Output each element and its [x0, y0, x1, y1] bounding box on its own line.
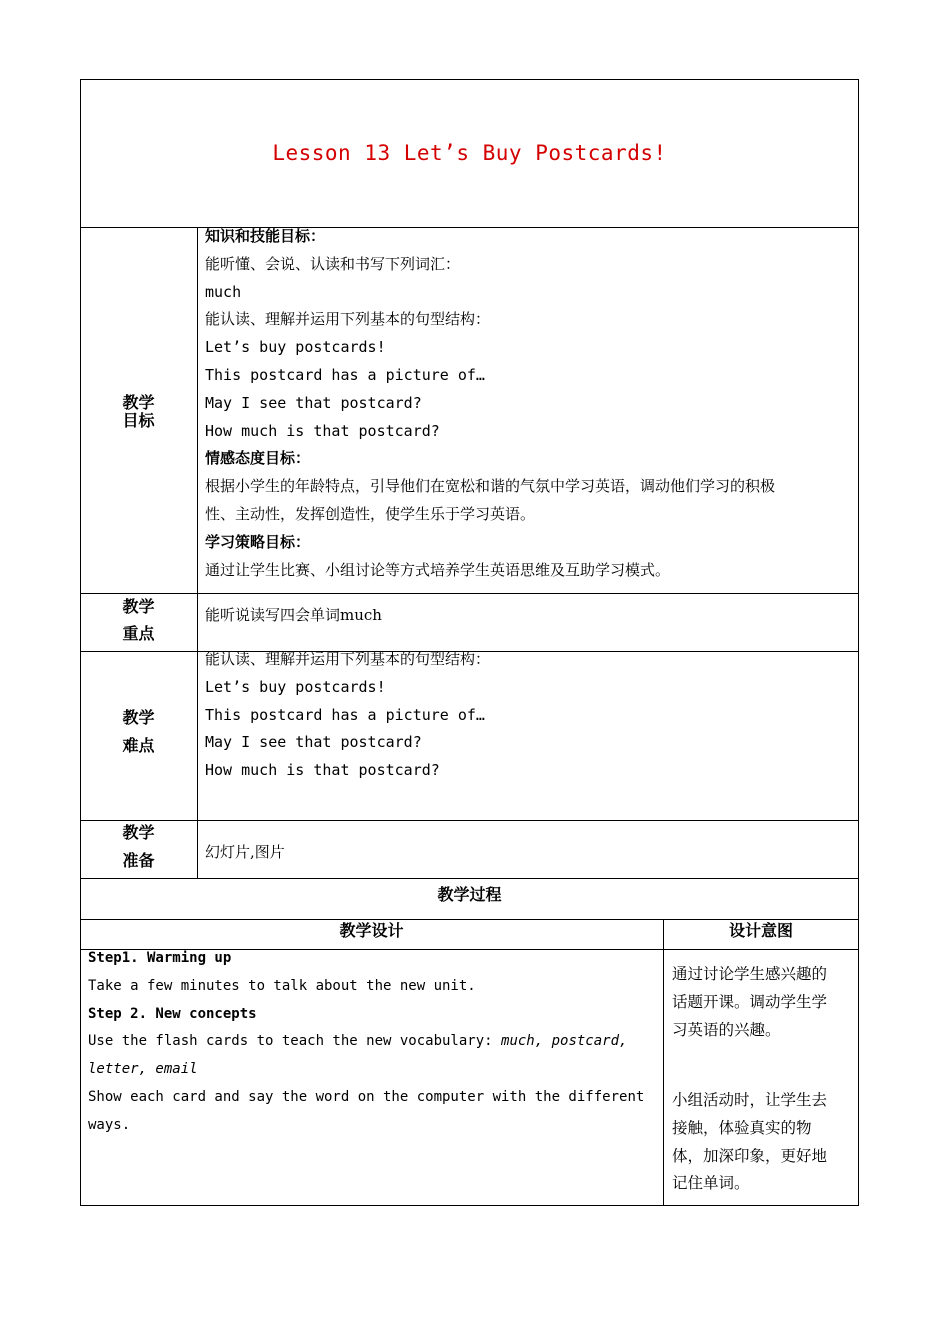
intent-header: 设计意图: [728, 921, 793, 940]
preparation-content: 幻灯片,图片: [205, 843, 285, 861]
objectives-line: 通过让学生比赛、小组讨论等方式培养学生英语思维及互助学习模式。: [205, 560, 671, 579]
intent-line: 记住单词。: [672, 1174, 750, 1193]
objectives-line: 性、主动性，发挥创造性，使学生乐于学习英语。: [205, 504, 536, 523]
step2-vocab-line: Use the flash cards to teach the new vocabulary: much, postcard,: [88, 1033, 628, 1050]
intent-line: 体，加深印象，更好地: [672, 1146, 828, 1165]
objectives-line: 根据小学生的年龄特点，引导他们在宽松和谐的气氛中学习英语，调动他们学习的积极: [205, 477, 776, 496]
preparation-label: 教学 准备: [122, 823, 155, 870]
objectives-content: [205, 223, 855, 584]
design-header: 教学设计: [339, 921, 404, 940]
objectives-line: 能认读、理解并运用下列基本的句型结构：: [205, 310, 491, 329]
page-title: Lesson 13 Let’s Buy Postcards!: [272, 141, 667, 165]
intent-line: 小组活动时，让学生去: [672, 1091, 828, 1109]
intent-line: 习英语的兴趣。: [672, 1020, 781, 1039]
step2-instruction: Show each card and say the word on the computer with the different: [88, 1088, 645, 1105]
step2-title: Step 2. New concepts: [88, 1005, 257, 1022]
difficulties-line: Let’s buy postcards!: [205, 677, 386, 696]
step1-text: Take a few minutes to talk about the new unit.: [88, 977, 476, 994]
objectives-line: much: [205, 282, 242, 301]
intent-line: 通过讨论学生感兴趣的: [672, 965, 828, 983]
intent-line: 话题开课。调动学生学: [672, 992, 828, 1011]
objectives-line: May I see that postcard?: [205, 393, 422, 412]
difficulties-line: This postcard has a picture of…: [205, 705, 485, 724]
intent-line: 接触，体验真实的物: [672, 1118, 812, 1137]
key-points-content: 能听说读写四会单词much: [205, 606, 382, 624]
intent-block-2: [672, 1087, 857, 1198]
objectives-line: This postcard has a picture of…: [205, 365, 485, 384]
design-content: [88, 945, 658, 1140]
objectives-line: 能听懂、会说、认读和书写下列词汇：: [205, 254, 461, 273]
difficulties-label: 教学 难点: [122, 708, 155, 755]
difficulties-content: [205, 646, 855, 785]
step2-instruction-cont: ways.: [88, 1116, 131, 1133]
objectives-line: How much is that postcard?: [205, 421, 440, 440]
intent-block-1: [672, 961, 857, 1044]
process-header: 教学过程: [437, 885, 502, 904]
key-points-label: 教学 重点: [122, 597, 155, 643]
lesson-plan-table: [80, 79, 859, 1206]
difficulties-line: 能认读、理解并运用下列基本的句型结构：: [205, 650, 491, 668]
step2-vocab-line-2: letter, email: [88, 1061, 198, 1078]
objectives-label: 教学 目标: [122, 393, 155, 430]
objectives-line: 学习策略目标：: [205, 532, 311, 551]
difficulties-line: May I see that postcard?: [205, 733, 422, 752]
step1-title: Step1. Warming up: [88, 950, 232, 966]
objectives-line: 情感态度目标：: [205, 449, 311, 468]
objectives-line: Let’s buy postcards!: [205, 338, 386, 357]
difficulties-line: How much is that postcard?: [205, 761, 440, 780]
objectives-line: 知识和技能目标：: [205, 227, 326, 245]
